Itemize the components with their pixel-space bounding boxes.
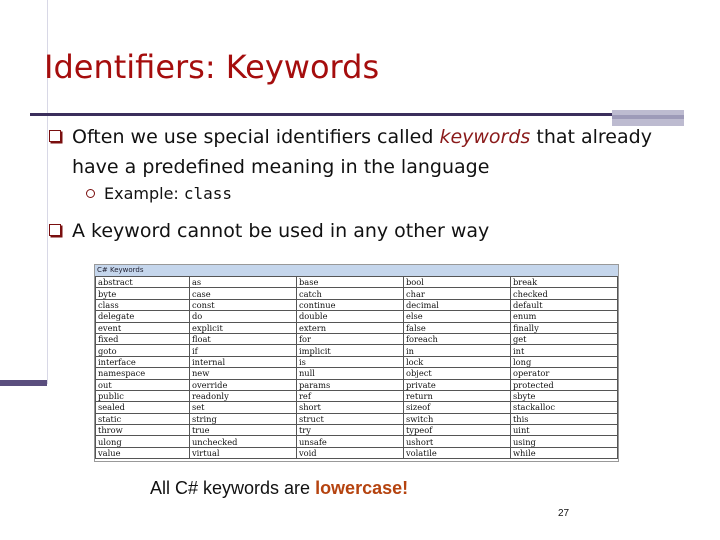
table-cell: protected xyxy=(510,379,617,390)
table-cell: public xyxy=(96,390,190,401)
table-cell: enum xyxy=(510,311,617,322)
table-cell: static xyxy=(96,413,190,424)
table-row xyxy=(96,447,618,458)
table-row xyxy=(96,402,618,413)
table-cell: foreach xyxy=(403,333,510,344)
table-cell: class xyxy=(96,299,190,310)
table-cell: namespace xyxy=(96,368,190,379)
bullet-1-text-pre: Often we use special identifiers called xyxy=(72,126,440,148)
table-cell: default xyxy=(510,299,617,310)
table-cell: set xyxy=(189,402,296,413)
bullet-1-text-post: that already xyxy=(530,126,652,148)
table-cell: else xyxy=(403,311,510,322)
table-cell: out xyxy=(96,379,190,390)
table-cell: checked xyxy=(510,288,617,299)
table-cell: in xyxy=(403,345,510,356)
sub-bullet-1-label: Example: xyxy=(104,184,184,203)
table-cell: implicit xyxy=(296,345,403,356)
table-cell: bool xyxy=(403,277,510,288)
table-row xyxy=(96,356,618,367)
table-cell: return xyxy=(403,390,510,401)
table-cell: this xyxy=(510,413,617,424)
table-cell: abstract xyxy=(96,277,190,288)
table-cell: short xyxy=(296,402,403,413)
bullet-2-text: A keyword cannot be used in any other way xyxy=(72,220,490,242)
table-row xyxy=(96,311,618,322)
table-cell: readonly xyxy=(189,390,296,401)
table-row xyxy=(96,425,618,436)
table-row xyxy=(96,277,618,288)
table-cell: extern xyxy=(296,322,403,333)
table-row xyxy=(96,288,618,299)
table-cell: decimal xyxy=(403,299,510,310)
caption xyxy=(150,478,408,499)
table-cell: explicit xyxy=(189,322,296,333)
table-row xyxy=(96,299,618,310)
table-cell: new xyxy=(189,368,296,379)
table-cell: object xyxy=(403,368,510,379)
table-cell: ushort xyxy=(403,436,510,447)
table-cell: interface xyxy=(96,356,190,367)
title-underline-shade-inner xyxy=(612,115,684,119)
table-cell: throw xyxy=(96,425,190,436)
bullet-1-keyword: keywords xyxy=(439,126,531,148)
bullet-1-line-1 xyxy=(72,123,652,152)
bullet-1-line-2: have a predefined meaning in the language xyxy=(72,156,490,178)
table-cell: override xyxy=(189,379,296,390)
table-cell: params xyxy=(296,379,403,390)
keywords-table xyxy=(95,276,618,459)
table-cell: volatile xyxy=(403,447,510,458)
table-row xyxy=(96,436,618,447)
table-cell: delegate xyxy=(96,311,190,322)
table-cell: goto xyxy=(96,345,190,356)
sub-bullet-circle-icon xyxy=(86,189,95,198)
table-cell: value xyxy=(96,447,190,458)
table-cell: char xyxy=(403,288,510,299)
table-row xyxy=(96,322,618,333)
caption-text: All C# keywords are xyxy=(150,478,316,498)
table-row xyxy=(96,345,618,356)
table-cell: get xyxy=(510,333,617,344)
table-cell: case xyxy=(189,288,296,299)
table-cell: while xyxy=(510,447,617,458)
keywords-table-header: C# Keywords xyxy=(95,265,618,276)
table-cell: internal xyxy=(189,356,296,367)
table-cell: stackalloc xyxy=(510,402,617,413)
table-cell: typeof xyxy=(403,425,510,436)
table-row xyxy=(96,368,618,379)
page-number: 27 xyxy=(558,508,570,519)
table-cell: uint xyxy=(510,425,617,436)
left-accent-bar xyxy=(0,380,47,386)
table-cell: operator xyxy=(510,368,617,379)
table-cell: byte xyxy=(96,288,190,299)
sub-bullet-1-code: class xyxy=(183,184,233,203)
table-cell: do xyxy=(189,311,296,322)
table-cell: base xyxy=(296,277,403,288)
table-cell: float xyxy=(189,333,296,344)
table-cell: ref xyxy=(296,390,403,401)
table-cell: int xyxy=(510,345,617,356)
table-cell: private xyxy=(403,379,510,390)
table-row xyxy=(96,379,618,390)
table-cell: lock xyxy=(403,356,510,367)
table-cell: true xyxy=(189,425,296,436)
table-cell: false xyxy=(403,322,510,333)
table-cell: struct xyxy=(296,413,403,424)
table-cell: sbyte xyxy=(510,390,617,401)
slide-title: Identifiers: Keywords xyxy=(44,48,380,86)
table-cell: continue xyxy=(296,299,403,310)
table-cell: switch xyxy=(403,413,510,424)
table-cell: if xyxy=(189,345,296,356)
sub-bullet-1 xyxy=(104,184,232,203)
table-cell: long xyxy=(510,356,617,367)
table-cell: double xyxy=(296,311,403,322)
title-underline xyxy=(30,113,613,116)
table-cell: fixed xyxy=(96,333,190,344)
table-cell: finally xyxy=(510,322,617,333)
table-cell: using xyxy=(510,436,617,447)
table-cell: sizeof xyxy=(403,402,510,413)
table-cell: catch xyxy=(296,288,403,299)
table-cell: try xyxy=(296,425,403,436)
table-cell: void xyxy=(296,447,403,458)
table-cell: null xyxy=(296,368,403,379)
bullet-square-icon xyxy=(49,224,61,236)
table-row xyxy=(96,390,618,401)
table-cell: break xyxy=(510,277,617,288)
table-cell: sealed xyxy=(96,402,190,413)
table-cell: string xyxy=(189,413,296,424)
bullet-square-icon xyxy=(49,130,61,142)
table-cell: const xyxy=(189,299,296,310)
left-margin-rule xyxy=(0,0,48,384)
table-row xyxy=(96,333,618,344)
table-cell: event xyxy=(96,322,190,333)
table-cell: unsafe xyxy=(296,436,403,447)
table-cell: as xyxy=(189,277,296,288)
table-cell: is xyxy=(296,356,403,367)
caption-emphasis: lowercase! xyxy=(315,478,409,498)
table-cell: ulong xyxy=(96,436,190,447)
keywords-table-image xyxy=(94,264,619,462)
table-row xyxy=(96,413,618,424)
table-cell: unchecked xyxy=(189,436,296,447)
table-cell: for xyxy=(296,333,403,344)
table-cell: virtual xyxy=(189,447,296,458)
